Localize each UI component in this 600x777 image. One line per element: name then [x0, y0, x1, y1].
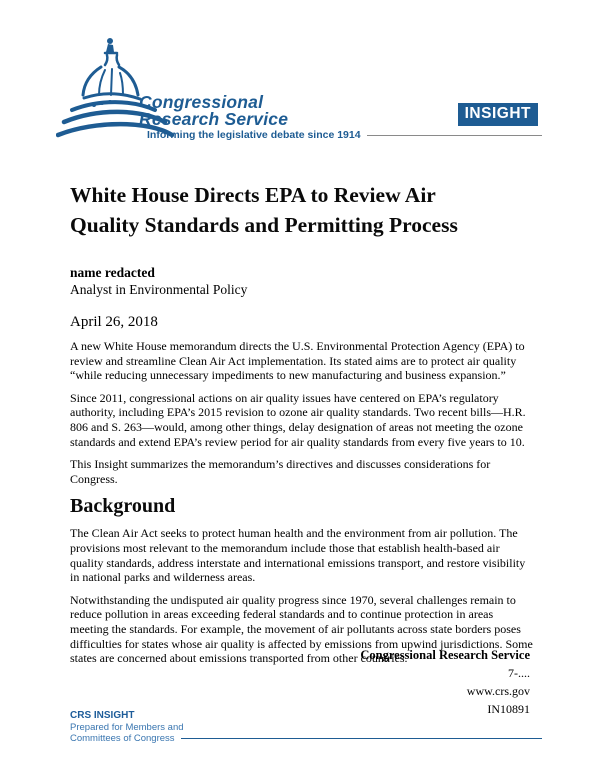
publication-date: April 26, 2018	[70, 314, 158, 330]
intro-paragraph: Since 2011, congressional actions on air quality issues have centered on EPA’s regulatory authority, including EPA’s 2015 revision to ozone air quality standards. Two recent bills—H.R. 806 and S. 263—would, among other things, delay designation of areas not meeting the ozone standards and extend EPA’s review period for air quality standards from every five years to 10.	[70, 390, 526, 449]
crs-footnote	[70, 710, 542, 745]
intro-paragraph: This Insight summarizes the memorandum’s directives and discusses considerations for Congress.	[70, 457, 491, 486]
footnote-rule	[181, 738, 542, 739]
insight-badge: INSIGHT	[458, 103, 538, 126]
logo-line1: Congressional	[139, 92, 264, 112]
footnote-line1: Prepared for Members and	[70, 721, 184, 733]
section-heading-background: Background	[70, 495, 176, 518]
page-title: White House Directs EPA to Review Air Quality Standards and Permitting Process	[70, 183, 458, 237]
footer-phone: 7-....	[508, 666, 530, 680]
author-name: name redacted	[70, 265, 155, 280]
footnote-line2: Committees of Congress	[70, 733, 175, 744]
logo-line2: Research Service	[139, 109, 289, 129]
intro-paragraph: A new White House memorandum directs the U.S. Environmental Protection Agency (EPA) to review and streamline Clean Air Act implementation. Its stated aims are to protect air quality “while reducing unnecessary impediments to new manufacturing and business expansion.”	[70, 339, 525, 383]
header-rule	[367, 135, 542, 136]
footnote-title: CRS INSIGHT	[70, 710, 135, 721]
footer-org: Congressional Research Service	[360, 648, 530, 662]
footer-website-link[interactable]: www.crs.gov	[466, 684, 530, 698]
crs-logotype	[139, 94, 288, 128]
footer-doc-id: IN10891	[487, 702, 530, 716]
logo-tagline-row	[147, 129, 542, 141]
background-paragraph: The Clean Air Act seeks to protect human health and the environment from air pollution. The provisions most relevant to the memorandum include those that establish health-based air quality standards, address interstate and international emissions transport, and restore visibility in national parks and wilderness areas.	[70, 526, 526, 585]
document-footer	[360, 646, 530, 718]
background-paragraph: Notwithstanding the undisputed air quality progress since 1970, several challenges remain to reduce pollution in areas exceeding federal standards and to continue protection in areas meeting the standards. For example, the movement of air pollutants across state borders poses difficulties for states whose air quality is affected by emissions from upwind jurisdictions. Some states are concerned about emissions transported from other countries.	[70, 592, 533, 666]
logo-tagline: Informing the legislative debate since 1914	[147, 129, 361, 141]
article-body	[70, 180, 534, 674]
author-role: Analyst in Environmental Policy	[70, 282, 248, 297]
